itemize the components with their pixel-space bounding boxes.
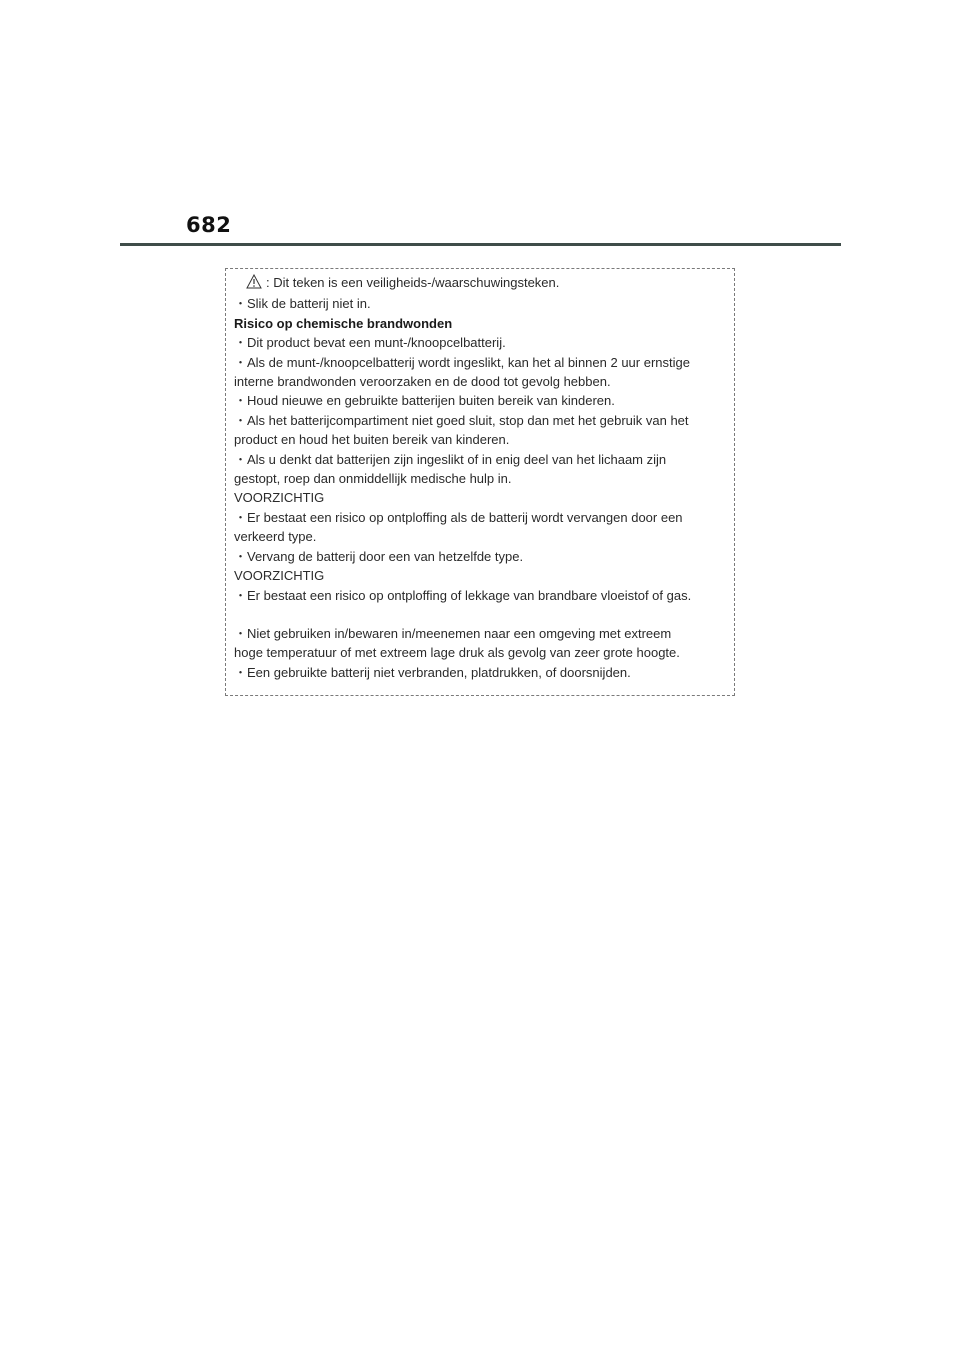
warning-line: ・Als het batterijcompartiment niet goed sluit, stop dan met het gebruik van het [234,412,689,428]
warning-line: ・Er bestaat een risico op ontploffing als de batterij wordt vervangen door een [234,509,683,525]
warning-line: ・Er bestaat een risico op ontploffing of lekkage van brandbare vloeistof of gas. [234,587,692,603]
warning-line: hoge temperatuur of met extreem lage druk als gevolg van zeer grote hoogte. [234,645,680,661]
warning-line: ・Slik de batterij niet in. [234,296,371,312]
warning-line: VOORZICHTIG [234,568,325,584]
page-number: 682 [186,213,232,237]
warning-intro-text: : Dit teken is een veiligheids-/waarschuwingsteken. [266,275,560,290]
warning-line: VOORZICHTIG [234,490,325,506]
blank-line [234,605,734,624]
warning-line: ・Houd nieuwe en gebruikte batterijen buiten bereik van kinderen. [234,393,615,409]
warning-line: ・Als u denkt dat batterijen zijn ingeslikt of in enig deel van het lichaam zijn [234,451,667,467]
warning-line: verkeerd type. [234,529,317,545]
warning-line: ・Een gebruikte batterij niet verbranden, platdrukken, of doorsnijden. [234,664,631,680]
warning-triangle-icon [246,274,262,294]
warning-line: ・Dit product bevat een munt-/knoopcelbatterij. [234,335,506,351]
header-rule [120,243,841,246]
warning-line: ・Als de munt-/knoopcelbatterij wordt ingeslikt, kan het al binnen 2 uur ernstige [234,354,690,370]
warning-line: interne brandwonden veroorzaken en de dood tot gevolg hebben. [234,374,611,390]
warning-intro [234,273,734,294]
warning-line: product en houd het buiten bereik van kinderen. [234,432,510,448]
warning-lines [234,294,734,682]
warning-line: ・Niet gebruiken in/bewaren in/meenemen naar een omgeving met extreem [234,625,672,641]
warning-box [225,268,735,696]
warning-line: gestopt, roep dan onmiddellijk medische hulp in. [234,471,512,487]
warning-line: ・Vervang de batterij door een van hetzelfde type. [234,548,524,564]
warning-heading: Risico op chemische brandwonden [234,315,453,331]
